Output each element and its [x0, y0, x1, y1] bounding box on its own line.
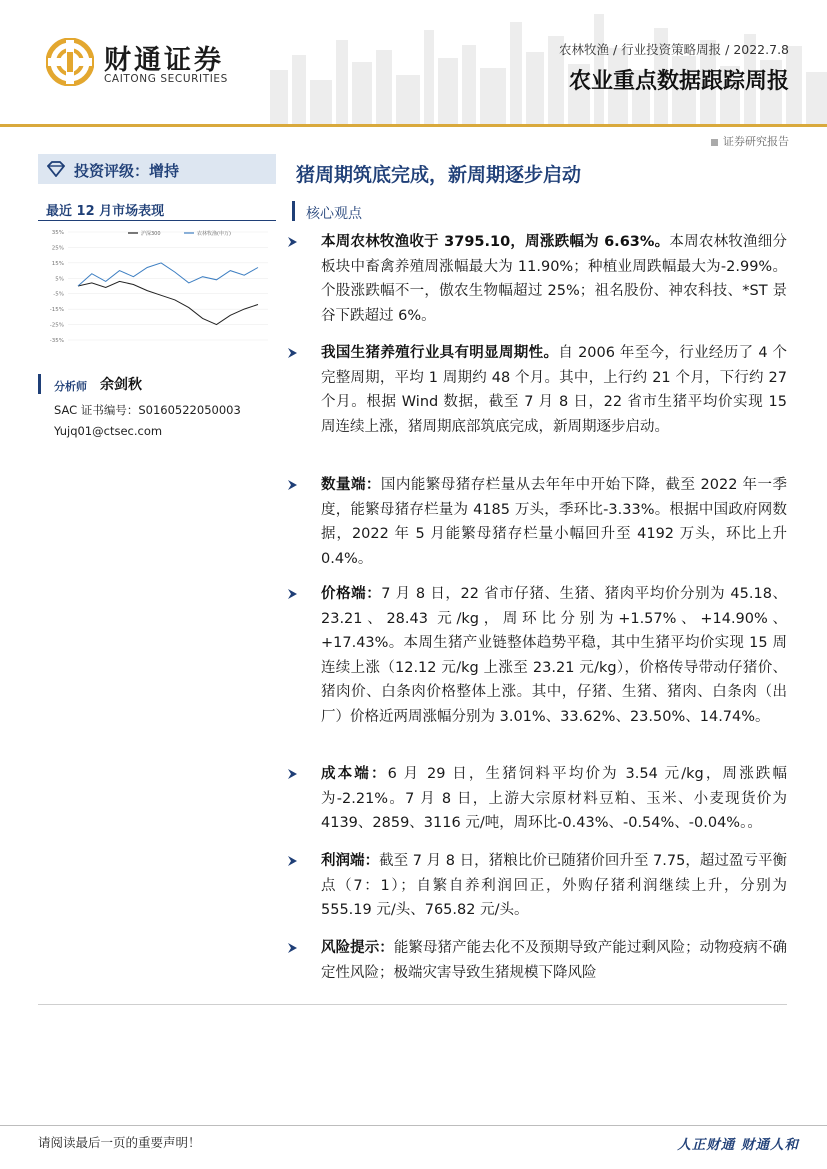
- chart-series-line-1: [78, 263, 258, 286]
- chart-y-tick-label: 5%: [55, 276, 64, 283]
- report-type: [711, 133, 789, 149]
- chart-y-tick-label: 35%: [51, 230, 64, 236]
- chart-y-tick-label: -35%: [49, 338, 64, 344]
- market-performance-chart: [38, 224, 276, 348]
- brand-name-cn: 财通证券: [104, 45, 224, 76]
- report-meta: 农林牧渔 / 行业投资策略周报 / 2022.7.8: [558, 42, 789, 57]
- chart-legend: [128, 230, 231, 237]
- caitong-logo-icon: [46, 38, 94, 86]
- investment-rating: 投资评级：增持: [74, 162, 180, 180]
- analyst-label: 分析师: [54, 380, 87, 393]
- content-bottom-rule: [38, 1004, 787, 1005]
- analyst-email[interactable]: Yujq01@ctsec.com: [54, 424, 163, 438]
- bullet-text: 本周农林牧渔细分板块中畜禽养殖周涨幅最大为 11.90%；种植业周跌幅最大为-2.99%。个股涨跌幅不一，傲农生物幅超过 25%；祖名股份、神农科技、*ST 景谷下跌超过 6%。: [321, 234, 788, 324]
- bullet-lead: 利润端：: [321, 853, 380, 869]
- bullet-lead: 成本端：: [321, 766, 388, 782]
- chart-y-tick-label: 15%: [51, 260, 64, 267]
- report-date: 2022.7.8: [733, 42, 789, 57]
- market-title-rule: [38, 220, 276, 221]
- core-view-accent-bar: [292, 201, 295, 221]
- chart-series-line-0: [78, 281, 258, 324]
- bullet-risk: [321, 936, 787, 985]
- chart-y-tick-label: 25%: [51, 245, 64, 252]
- bullet-quantity: [321, 473, 787, 571]
- bullet-arrow-icon: [286, 236, 298, 248]
- bullet-lead: 风险提示：: [321, 940, 394, 956]
- bullet-lead: 我国生猪养殖行业具有明显周期性。: [321, 345, 559, 361]
- category-label: 行业投资策略周报: [621, 42, 722, 57]
- bullet-arrow-icon: [286, 479, 298, 491]
- bullet-text: 7 月 8 日，22 省市仔猪、生猪、猪肉平均价分别为 45.18、23.21、28.43 元/kg，周环比分别为+1.57%、+14.90%、+17.43%。本周生猪产业链整体趋势平稳，其中生猪平均价实现 15 周连续上涨（12.12 元/kg 上涨至 23.21 元/kg），价格传导带动仔猪价、猪肉价、白条肉价格整体上涨。其中，仔猪、生猪、猪肉、白条肉（出厂）价格近两周涨幅分别为 3.01%、33.62%、23.50%、14.74%。: [321, 586, 787, 725]
- bullet-text: 6 月 29 日，生猪饲料平均价为 3.54 元/kg，周涨跌幅为-2.21%。7 月 8 日，上游大宗原材料豆粕、玉米、小麦现货价为 4139、2859、3116 元/吨，周环比-0.43%、-0.54%、-0.04%。。: [321, 766, 788, 831]
- bullet-arrow-icon: [286, 347, 298, 359]
- chart-y-tick-label: -15%: [49, 307, 64, 314]
- bullet-text: 能繁母猪产能去化不及预期导致产能过剩风险；动物疫病不确定性风险；极端灾害导致生猪规模下降风险: [321, 940, 788, 981]
- analyst-sac-number: SAC 证书编号：S0160522050003: [54, 403, 241, 417]
- analyst-name: 余剑秋: [100, 377, 142, 393]
- bullet-text: 国内能繁母猪存栏量从去年年中开始下降，截至 2022 年一季度，能繁母猪存栏量为 4185 万头，季环比-3.33%。根据中国政府网数据，2022 年 5 月能繁母猪存栏量小幅回升至 4192 万头，环比上升 0.4%。: [321, 477, 788, 567]
- report-title: 农业重点数据跟踪周报: [568, 69, 789, 94]
- bullet-price: [321, 582, 787, 729]
- chart-gridlines: [68, 232, 268, 340]
- chart-y-tick-label: -5%: [53, 291, 64, 298]
- bullet-lead: 价格端：: [321, 586, 382, 602]
- bullet-lead: 数量端：: [321, 477, 381, 493]
- report-type-label: 证券研究报告: [723, 135, 789, 148]
- bullet-arrow-icon: [286, 942, 298, 954]
- bullet-lead: 本周农林牧渔收于 3795.10，周涨跌幅为 6.63%。: [321, 234, 670, 250]
- chart-y-tick-label: -25%: [49, 322, 64, 329]
- chart-legend-label: 农林牧渔(申万): [197, 231, 231, 237]
- report-headline: 猪周期筑底完成，新周期逐步启动: [296, 164, 582, 186]
- bullet-weekly-performance: [321, 230, 787, 328]
- bullet-text: 自 2006 年至今，行业经历了 4 个完整周期，平均 1 周期约 48 个月。其中，上行约 21 个月，下行约 27 个月。根据 Wind 数据，截至 7 月 8 日，22 省市生猪平均价实现 15 周连续上涨，猪周期底部筑底完成，新周期逐步启动。: [321, 345, 788, 435]
- core-view-title: 核心观点: [306, 206, 362, 222]
- bullet-hog-cycle: [321, 341, 787, 439]
- bullet-arrow-icon: [286, 855, 298, 867]
- square-bullet-icon: [711, 139, 718, 146]
- analyst-accent-bar: [38, 374, 41, 394]
- header-gold-rule: [0, 124, 827, 127]
- footer-rule: [0, 1125, 827, 1126]
- diamond-icon: [47, 161, 65, 177]
- bullet-arrow-icon: [286, 588, 298, 600]
- footer-disclaimer: 请阅读最后一页的重要声明！: [38, 1135, 201, 1150]
- brand-name-en: CAITONG SECURITIES: [104, 73, 228, 85]
- chart-legend-label: 沪深300: [141, 231, 161, 237]
- sector-label: 农林牧渔: [558, 42, 609, 57]
- bullet-text: 截至 7 月 8 日，猪粮比价已随猪价回升至 7.75，超过盈亏平衡点（7：1）；自繁自养利润回正，外购仔猪利润继续上升，分别为 555.19 元/头、765.82 元/头。: [321, 853, 788, 918]
- bullet-arrow-icon: [286, 768, 298, 780]
- chart-y-tick-labels: [50, 230, 64, 344]
- footer-slogan: 人正财通 财通人和: [677, 1137, 799, 1153]
- bullet-cost: [321, 762, 787, 836]
- market-performance-title: 最近 12 月市场表现: [46, 204, 165, 219]
- bullet-profit: [321, 849, 787, 923]
- city-skyline-banner: [260, 0, 827, 124]
